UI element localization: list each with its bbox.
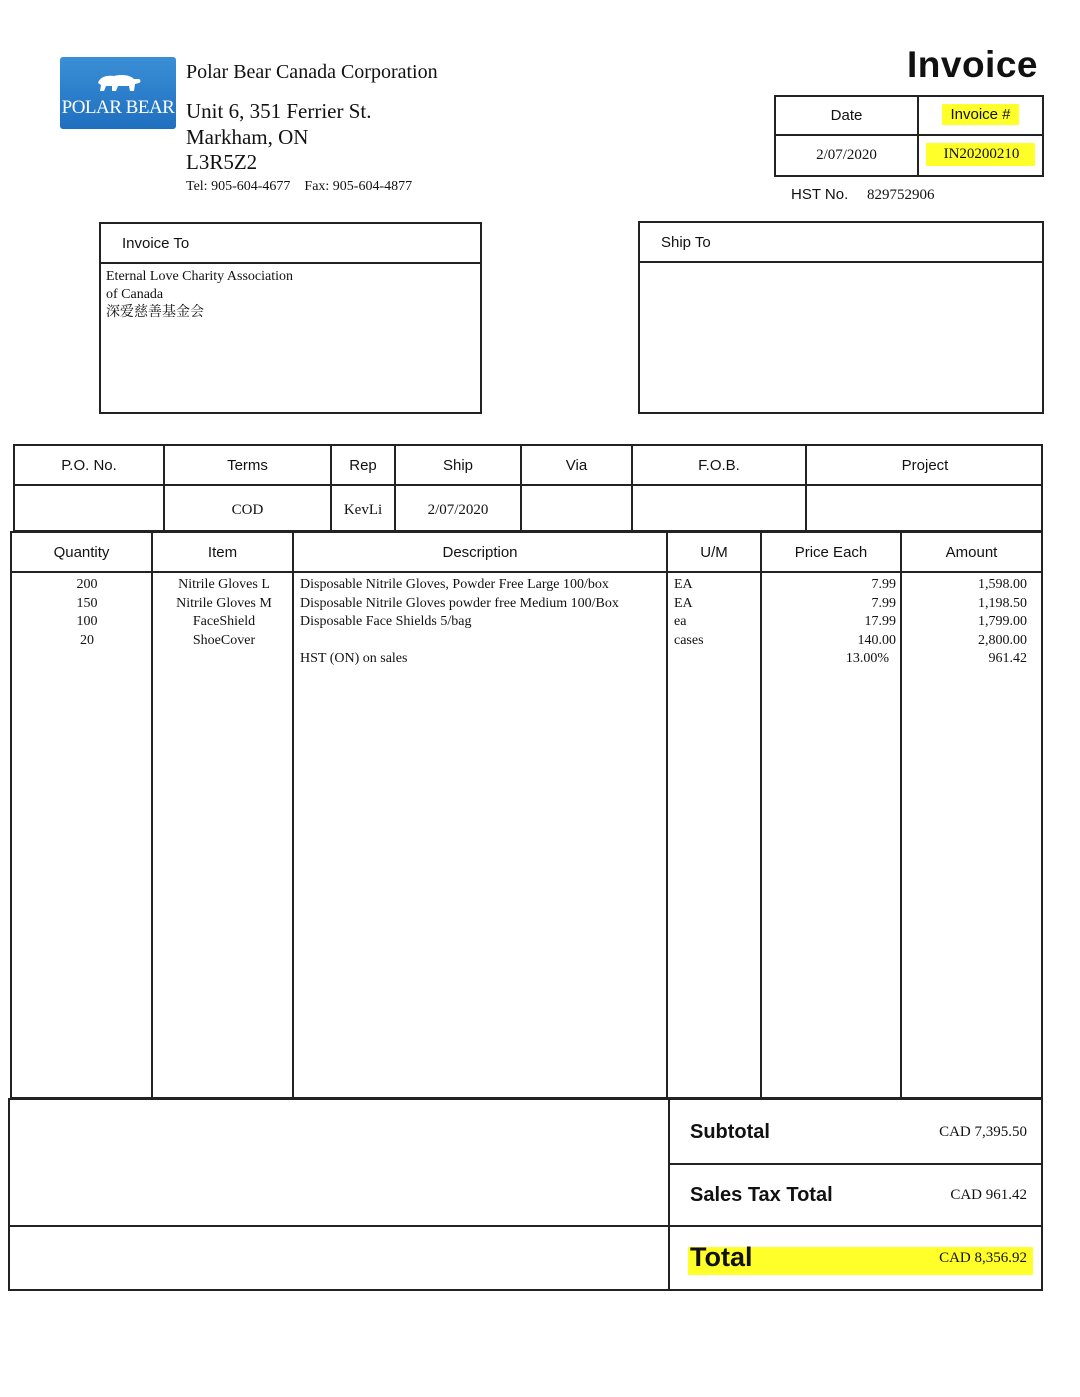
row-2-amount: 1,799.00 — [978, 614, 1027, 629]
invoice-to-line3: 深爱慈善基金会 — [106, 305, 204, 320]
header-amount: Amount — [945, 544, 998, 561]
header-ship: Ship — [442, 457, 474, 474]
header-terms: Terms — [227, 457, 268, 474]
header-um: U/M — [700, 544, 728, 561]
row-3-quantity: 20 — [80, 632, 94, 648]
tel-label: Tel: — [186, 179, 208, 194]
header-quantity: Quantity — [53, 544, 110, 561]
tax-rate: 13.00% — [845, 651, 889, 666]
row-1-um: EA — [674, 595, 693, 611]
row-3-um: cases — [674, 632, 704, 648]
invoice-to-label: Invoice To — [122, 235, 190, 252]
row-0-item: Nitrile Gloves L — [178, 577, 270, 592]
row-3-price-each: 140.00 — [857, 632, 896, 648]
invoice-to-box — [99, 222, 482, 414]
value-rep: KevLi — [343, 502, 383, 518]
line-items-table — [10, 531, 1043, 1099]
company-logo — [60, 57, 176, 129]
tel-number: 905-604-4677 — [211, 179, 291, 194]
fax-label: Fax: — [304, 179, 330, 194]
company-name: Polar Bear Canada Corporation — [186, 61, 438, 83]
header-price-each: Price Each — [794, 544, 868, 561]
invoice-number-cell — [919, 143, 1042, 169]
header-via: Via — [565, 457, 588, 474]
header-po-no: P.O. No. — [61, 457, 117, 474]
row-0-amount: 1,598.00 — [978, 577, 1027, 592]
row-2-price-each: 17.99 — [864, 614, 896, 629]
row-1-price-each: 7.99 — [871, 595, 896, 611]
company-postal-code: L3R5Z2 — [186, 150, 258, 174]
document-title: Invoice — [907, 44, 1038, 85]
row-3-item: ShoeCover — [192, 632, 256, 648]
header-project: Project — [901, 457, 949, 474]
row-1-item: Nitrile Gloves M — [176, 595, 272, 611]
row-2-description: Disposable Face Shields 5/bag — [300, 614, 472, 629]
tax-description: HST (ON) on sales — [300, 651, 408, 666]
tax-amount: 961.42 — [988, 651, 1027, 666]
invoice-to-line2: of Canada — [106, 287, 164, 302]
polar-bear-icon — [94, 71, 142, 93]
hst-number-row — [791, 186, 935, 204]
hst-label: HST No. — [791, 186, 849, 203]
company-contact — [186, 179, 412, 195]
invoice-to-line1: Eternal Love Charity Association — [106, 269, 294, 284]
header-description: Description — [442, 544, 518, 561]
row-0-description: Disposable Nitrile Gloves, Powder Free Large 100/box — [300, 577, 609, 592]
company-address-line1: Unit 6, 351 Ferrier St. — [186, 99, 372, 123]
row-1-amount: 1,198.50 — [978, 595, 1027, 611]
company-address-line2: Markham, ON — [186, 125, 309, 149]
logo-text: POLAR BEAR — [61, 97, 175, 118]
ship-to-box — [638, 221, 1044, 414]
row-0-price-each: 7.99 — [871, 577, 896, 592]
ship-to-label: Ship To — [661, 234, 711, 251]
row-1-quantity: 150 — [76, 595, 98, 611]
totals-block — [8, 1098, 1043, 1291]
row-0-um: EA — [674, 577, 693, 592]
invoice-number: IN20200210 — [926, 143, 1036, 166]
header-rep: Rep — [349, 457, 377, 474]
total-label: Total — [690, 1242, 753, 1272]
row-2-quantity: 100 — [76, 614, 98, 629]
sales-tax-value: CAD 961.42 — [950, 1187, 1027, 1203]
row-1-description: Disposable Nitrile Gloves powder free Medium 100/Box — [300, 595, 619, 611]
invoice-date: 2/07/2020 — [816, 147, 877, 163]
row-2-item: FaceShield — [192, 614, 256, 629]
row-0-quantity: 200 — [76, 577, 98, 592]
value-terms: COD — [231, 502, 264, 518]
invoice-meta-box — [774, 95, 1044, 177]
total-value: CAD 8,356.92 — [939, 1250, 1027, 1266]
row-2-um: ea — [674, 614, 687, 629]
row-3-amount: 2,800.00 — [978, 632, 1027, 648]
fax-number: 905-604-4877 — [332, 179, 413, 194]
order-info-table — [13, 444, 1043, 532]
sales-tax-label: Sales Tax Total — [690, 1184, 833, 1206]
invoice-to-address — [106, 268, 293, 322]
invoice-number-label: Invoice # — [942, 104, 1018, 125]
invoice-number-label-cell — [919, 104, 1042, 128]
subtotal-label: Subtotal — [690, 1121, 770, 1143]
date-label: Date — [830, 107, 863, 124]
header-fob: F.O.B. — [698, 457, 740, 474]
hst-number: 829752906 — [867, 187, 935, 203]
value-ship: 2/07/2020 — [427, 502, 489, 518]
subtotal-value: CAD 7,395.50 — [939, 1124, 1027, 1140]
header-item: Item — [207, 544, 238, 561]
